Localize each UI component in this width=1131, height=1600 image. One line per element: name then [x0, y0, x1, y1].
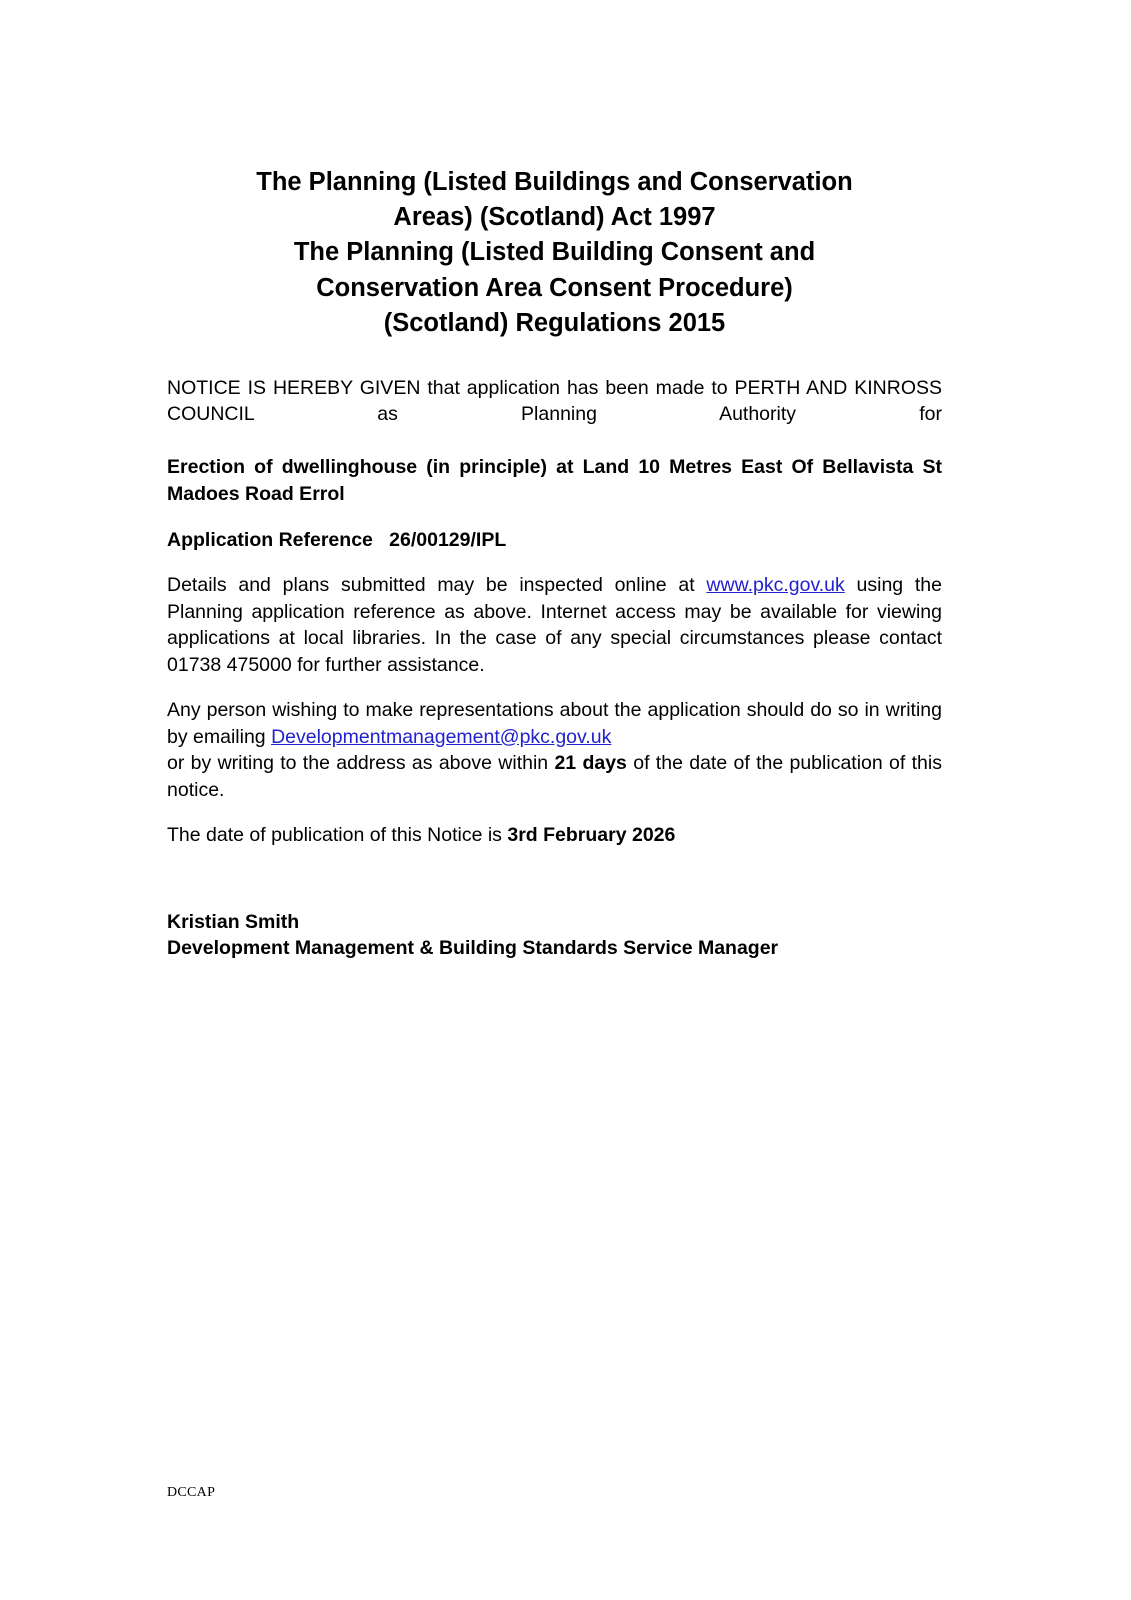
representations-period: 21 days [554, 752, 627, 775]
application-reference [167, 527, 942, 554]
inspection-paragraph [167, 572, 942, 678]
representations-text-before: Any person wishing to make representations about the application should do so in writing by emailing [167, 699, 942, 748]
document-content [167, 165, 942, 962]
pkc-website-link[interactable]: www.pkc.gov.uk [706, 574, 845, 597]
publication-date: 3rd February 2026 [507, 824, 676, 847]
representations-text-after-2: of the date of the publication of this notice. [167, 752, 942, 801]
application-reference-label: Application Reference [167, 528, 373, 551]
application-reference-value: 26/00129/IPL [389, 528, 507, 551]
notice-body [167, 375, 942, 962]
footer-code: DCCAP [167, 1485, 216, 1500]
notice-proposal-paragraph [167, 454, 942, 507]
title-line-4: Conservation Area Consent Procedure) [316, 273, 793, 302]
publication-text: The date of publication of this Notice is [167, 824, 508, 847]
signature-name: Kristian Smith [167, 910, 300, 933]
title-line-3: The Planning (Listed Building Consent and [293, 238, 816, 267]
title-line-2: Areas) (Scotland) Act 1997 [393, 203, 716, 232]
signature-block [167, 909, 942, 962]
notice-intro-paragraph: NOTICE IS HEREBY GIVEN that application has been made to PERTH AND KINROSS COUNCIL as Planning Authority for [167, 376, 942, 426]
page-title [167, 165, 942, 341]
notice-proposal-text: Erection of dwellinghouse (in principle) at Land 10 Metres East Of Bellavista St Madoes Road Errol [167, 456, 942, 505]
representations-text-after-1: or by writing to the address as above within [167, 752, 555, 775]
publication-date-paragraph [167, 822, 942, 849]
title-line-1: The Planning (Listed Buildings and Conservation [256, 168, 853, 196]
title-line-5: (Scotland) Regulations 2015 [383, 308, 726, 337]
signature-spacer [167, 849, 942, 909]
inspection-text-before: Details and plans submitted may be inspected online at [167, 574, 707, 597]
representations-address-paragraph [167, 750, 942, 803]
inspection-text-after: using the Planning application reference as above. Internet access may be available for viewing applications at local libraries. In the case of any special circumstances please contact 01738 475000 for further assistance. [167, 574, 942, 676]
representations-paragraph [167, 697, 942, 750]
development-management-email-link[interactable]: Developmentmanagement@pkc.gov.uk [271, 725, 612, 748]
signature-role: Development Management & Building Standards Service Manager [167, 937, 779, 960]
